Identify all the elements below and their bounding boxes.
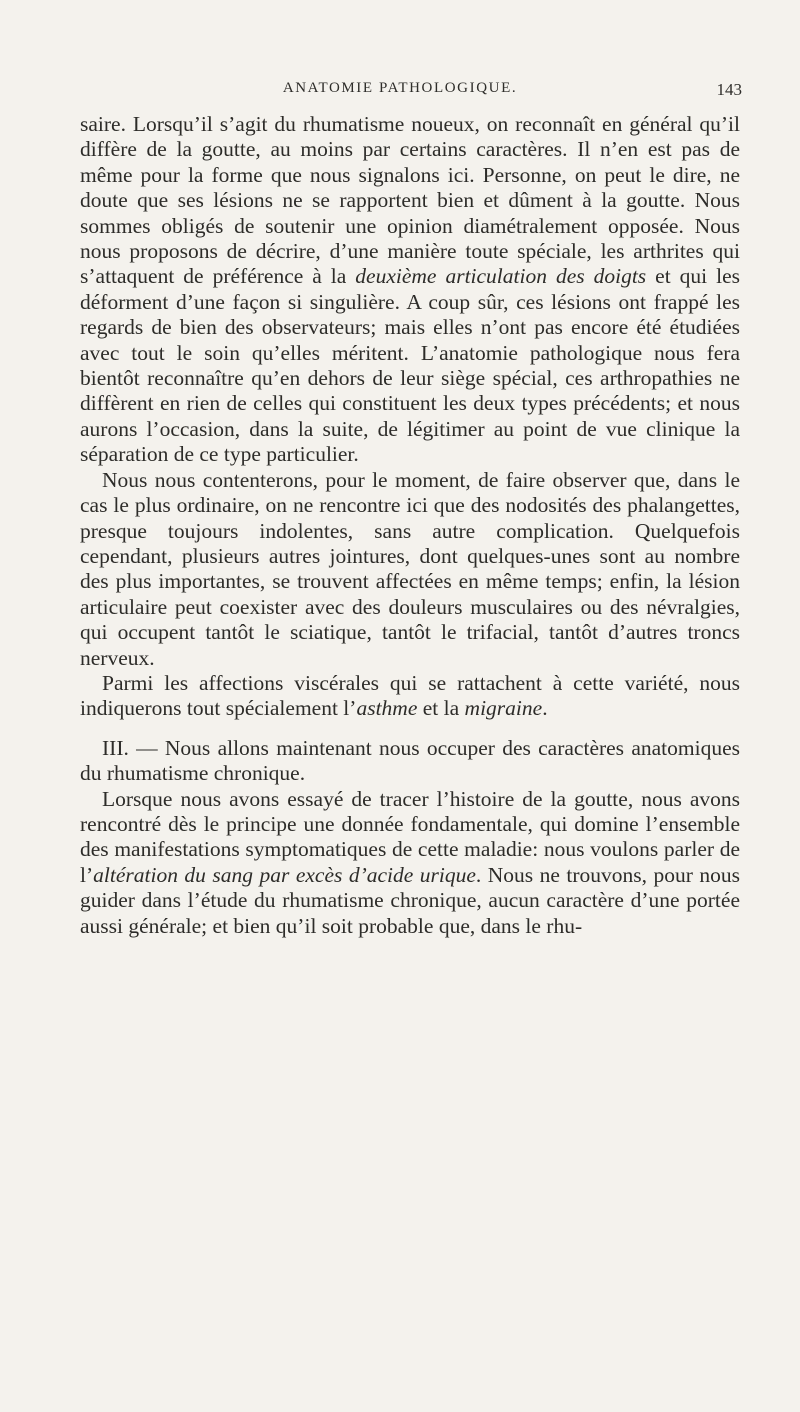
paragraph-3-before: Parmi les affections viscérales qui se rattachent à cette variété, nous indiquerons tout spécialement l’ — [80, 670, 740, 721]
paragraph-4: III. — Nous allons maintenant nous occuper des caractères anatomiques du rhumatisme chronique. — [80, 735, 740, 786]
paragraph-1-rest: et qui les déforment d’une façon si singulière. A coup sûr, ces lésions ont frappé les regards de bien des observateurs; mais elles n’ont pas encore été étudiées avec tout le soin qu’elles méritent. L’anatomie pathologique nous fera bientôt reconnaître qu’en dehors de leur siège spécial, ces arthropathies ne diffèrent en rien de celles qui constituent les deux types précédents; et nous aurons l’occasion, dans la suite, de légitimer au point de vue clinique la séparation de ce type particulier. — [80, 264, 740, 467]
paragraph-1-text: saire. Lorsqu’il s’agit du rhumatisme noueux, on reconnaît en général qu’il diffère de la goutte, au moins par certains caractères. Il n’en est pas de même pour la forme que nous signalons ici. Personne, on peut le dire, ne doute que ses lésions ne se rapportent bien et dûment à la goutte. Nous sommes obligés de soutenir une opinion diamétralement opposée. Nous nous proposons de décrire, d’une manière toute spéciale, les arthrites qui s’attaquent de préférence à la — [80, 112, 740, 289]
running-title: ANATOMIE PATHOLOGIQUE. — [282, 80, 518, 96]
paragraph-3-after: . — [542, 696, 548, 721]
paragraph-5-before: Lorsque nous avons essayé de tracer l’histoire de la goutte, nous avons rencontré dès le principe une donnée fondamentale, qui domine l’ensemble des manifestations symptomatiques de cette maladie: nous voulons parler de l’ — [80, 786, 740, 887]
body-text — [80, 112, 740, 939]
paragraph-3-italic-migraine: migraine — [464, 696, 543, 721]
paragraph-5-italic: altération du sang par excès d’acide urique — [93, 862, 476, 887]
paragraph-3-italic-asthme: asthme — [356, 696, 418, 721]
page-number: 143 — [716, 80, 742, 99]
paragraph-2: Nous nous contenterons, pour le moment, de faire observer que, dans le cas le plus ordinaire, on ne rencontre ici que des nodosités des phalangettes, presque toujours indolentes, sans autre complication. Quelquefois cependant, plusieurs autres jointures, dont quelques-unes sont au nombre des plus importantes, se trouvent affectées en même temps; enfin, la lésion articulaire peut coexister avec des douleurs musculaires ou des névralgies, qui occupent tantôt le sciatique, tantôt le trifacial, tantôt d’autres troncs nerveux. — [80, 467, 740, 670]
paragraph-1-italic: deuxième articulation des doigts — [355, 264, 647, 289]
paragraph-5-after: . Nous ne trouvons, pour nous guider dans l’étude du rhumatisme chronique, aucun caractère d’une portée aussi générale; et bien qu’il soit probable que, dans le rhu- — [80, 862, 740, 938]
paragraph-1 — [80, 112, 740, 468]
paragraph-3 — [80, 671, 740, 722]
paragraph-3-mid: et la — [417, 696, 465, 721]
page-header — [0, 80, 800, 104]
paragraph-5 — [80, 787, 740, 939]
